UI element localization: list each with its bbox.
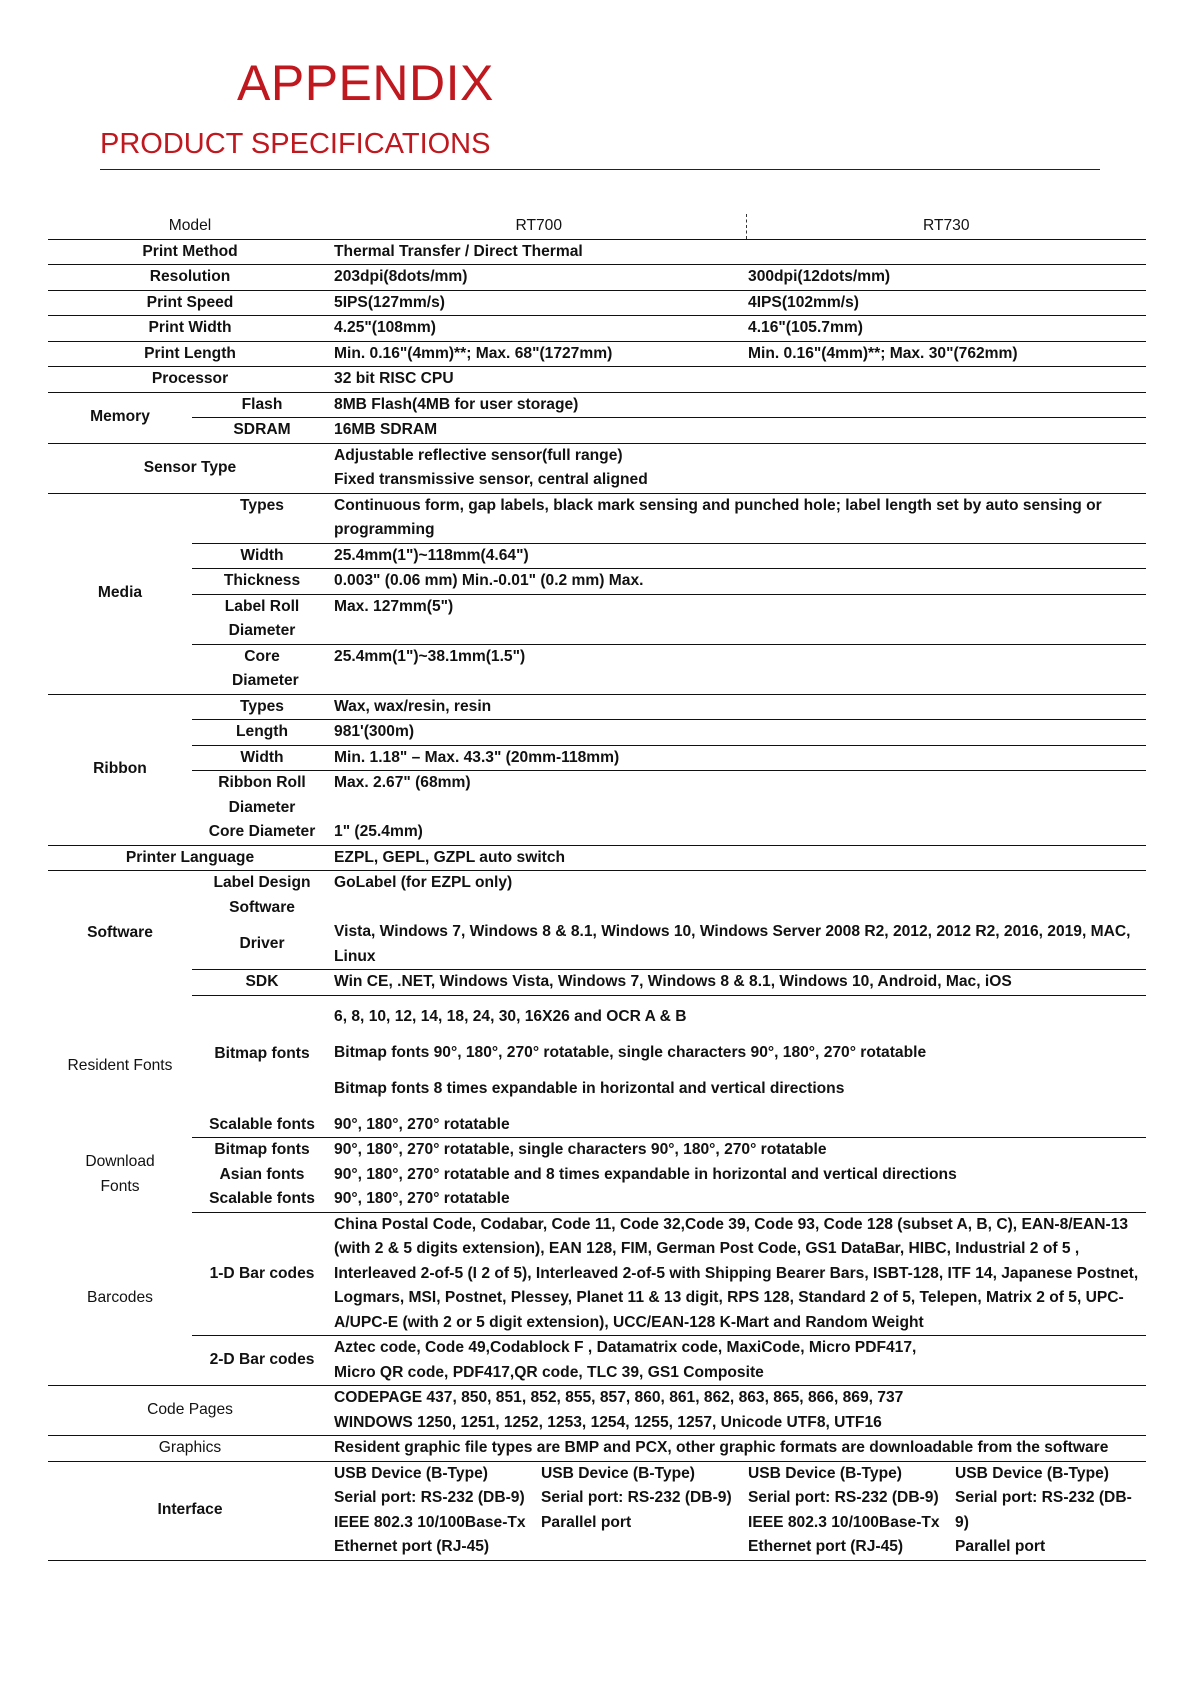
spec-value: China Postal Code, Codabar, Code 11, Code 32,Code 39, Code 93, Code 128 (subset A, B, C), EAN-8/EAN-13 (with 2 & 5 digits extension), EAN 128, FIM, German Post Code, GS1 DataBar, HIBC, Industrial 2 of 5 , Interleaved 2-of-5 (I 2 of 5), Interleaved 2-of-5 with Shipping Bearer Bars, ISBT-128, ITF 14, Japanese Postnet, Logmars, MSI, Postnet, Plessey, Planet 11 & 13 digit, RPS 128, Standard 2 of 5, Telepen, Matrix 2 of 5, UPC-A/UPC-E (with 2 or 5 digit extension), UCC/EAN-128 K-Mart and Random Weight — [332, 1212, 1146, 1336]
spec-row-print-width — [48, 316, 1146, 342]
spec-category-media: Media — [48, 493, 192, 694]
spec-sublabel: Bitmap fonts — [214, 1141, 310, 1158]
spec-value-rt700: Min. 0.16"(4mm)**; Max. 68"(1727mm) — [332, 341, 746, 367]
spec-value-rt700: 5IPS(127mm/s) — [332, 290, 746, 316]
spec-category-ribbon: Ribbon — [48, 694, 192, 845]
spec-sublabel: SDK — [192, 970, 332, 996]
spec-sublabel: Scalable fonts — [192, 1113, 332, 1138]
spec-row-graphics — [48, 1436, 1146, 1462]
spec-value-rt700: 4.25"(108mm) — [332, 316, 746, 342]
spec-label: Print Width — [48, 316, 332, 342]
spec-value-line: Parallel port — [541, 1513, 632, 1531]
interface-col-2 — [539, 1461, 746, 1560]
spec-sublabel: Core Diameter — [192, 644, 332, 694]
spec-value: GoLabel (for EZPL only) — [334, 874, 513, 891]
spec-value-line: USB Device (B-Type) — [748, 1464, 902, 1482]
spec-label: Printer Language — [48, 845, 332, 871]
spec-row-ribbon-types — [48, 694, 1146, 720]
spec-row-interface — [48, 1461, 1146, 1560]
spec-category-barcodes: Barcodes — [48, 1212, 192, 1386]
spec-row-software-driver — [48, 920, 1146, 970]
spec-row-media-label-roll — [48, 594, 1146, 644]
spec-sublabel: Bitmap fonts — [214, 1044, 310, 1062]
spec-value-line: Bitmap fonts 8 times expandable in horizontal and vertical directions — [334, 1079, 845, 1097]
spec-row-ribbon-length — [48, 720, 1146, 746]
spec-value-line: USB Device (B-Type) — [955, 1464, 1109, 1482]
spec-value: 25.4mm(1")~118mm(4.64") — [332, 543, 1146, 569]
spec-value-line: WINDOWS 1250, 1251, 1252, 1253, 1254, 1255, 1257, Unicode UTF8, UTF16 — [334, 1413, 882, 1431]
spec-value: Min. 1.18" – Max. 43.3" (20mm-118mm) — [332, 745, 1146, 771]
spec-sublabel: Flash — [192, 392, 332, 418]
spec-row-software-label-design — [48, 871, 1146, 921]
spec-row-sensor-type — [48, 443, 1146, 493]
spec-row-ribbon-core — [48, 820, 1146, 845]
spec-value-rt730: Min. 0.16"(4mm)**; Max. 30"(762mm) — [746, 341, 1146, 367]
spec-row-media-thickness — [48, 569, 1146, 595]
spec-value: 90°, 180°, 270° rotatable, single characters 90°, 180°, 270° rotatable — [334, 1141, 827, 1158]
spec-sublabel: Width — [192, 543, 332, 569]
spec-sublabel: Scalable fonts — [192, 1187, 332, 1212]
spec-value-line: IEEE 802.3 10/100Base-Tx Ethernet port (RJ-45) — [748, 1513, 940, 1555]
spec-value-rt730: 300dpi(12dots/mm) — [746, 265, 1146, 291]
spec-row-download-scalable — [48, 1187, 1146, 1212]
spec-value: 8MB Flash(4MB for user storage) — [332, 392, 1146, 418]
spec-value-line: USB Device (B-Type) — [541, 1464, 695, 1482]
spec-row-processor — [48, 367, 1146, 393]
spec-table — [48, 214, 1146, 1561]
spec-category-download-fonts: Download Fonts — [85, 1153, 155, 1195]
spec-sublabel: Types — [192, 493, 332, 543]
spec-value: 25.4mm(1")~38.1mm(1.5") — [332, 644, 1146, 694]
spec-value-line: IEEE 802.3 10/100Base-Tx Ethernet port (RJ-45) — [334, 1513, 526, 1555]
spec-value: 16MB SDRAM — [332, 418, 1146, 444]
spec-row-memory-flash — [48, 392, 1146, 418]
spec-label: Resolution — [48, 265, 332, 291]
spec-value-line: Fixed transmissive sensor, central aligned — [334, 471, 648, 488]
spec-value-line: 6, 8, 10, 12, 14, 18, 24, 30, 16X26 and OCR A & B — [334, 1007, 687, 1025]
spec-category-resident-fonts: Resident Fonts — [67, 1057, 173, 1074]
interface-col-3 — [746, 1461, 953, 1560]
spec-value: Continuous form, gap labels, black mark sensing and punched hole; label length set by auto sensing or programming — [332, 493, 1146, 543]
spec-sublabel: Length — [192, 720, 332, 746]
spec-row-ribbon-width — [48, 745, 1146, 771]
interface-col-1 — [332, 1461, 539, 1560]
spec-value — [332, 995, 1146, 1113]
spec-value-line: USB Device (B-Type) — [334, 1464, 488, 1482]
spec-value: Aztec code, Code 49,Codablock F , Datamatrix code, MaxiCode, Micro PDF417, Micro QR code, PDF417,QR code, TLC 39, GS1 Composite — [332, 1336, 1146, 1386]
spec-category-memory: Memory — [48, 392, 192, 443]
spec-value: 1" (25.4mm) — [332, 820, 1146, 845]
spec-value: Resident graphic file types are BMP and PCX, other graphic formats are downloadable from the software — [332, 1436, 1146, 1462]
title-divider — [100, 169, 1100, 170]
spec-label: Code Pages — [48, 1386, 332, 1436]
spec-value: 981'(300m) — [332, 720, 1146, 746]
spec-sublabel: 2-D Bar codes — [192, 1336, 332, 1386]
spec-value: Max. 2.67" (68mm) — [334, 774, 471, 791]
spec-value-line: Serial port: RS-232 (DB-9) — [334, 1489, 525, 1506]
section-subtitle: PRODUCT SPECIFICATIONS — [100, 128, 491, 160]
spec-value: Thermal Transfer / Direct Thermal — [332, 239, 1146, 265]
spec-sublabel: Core Diameter — [192, 820, 332, 845]
spec-row-download-bitmap — [48, 1138, 1146, 1163]
spec-value-line: Serial port: RS-232 (DB-9) — [541, 1489, 732, 1506]
spec-value-rt700: 203dpi(8dots/mm) — [332, 265, 746, 291]
spec-value: 90°, 180°, 270° rotatable and 8 times expandable in horizontal and vertical directions — [334, 1165, 957, 1183]
interface-col-4 — [953, 1461, 1146, 1560]
spec-row-barcodes-1d — [48, 1212, 1146, 1336]
spec-value-line: Bitmap fonts 90°, 180°, 270° rotatable, single characters 90°, 180°, 270° rotatable — [334, 1043, 927, 1061]
appendix-title: APPENDIX — [237, 55, 494, 111]
spec-label: Print Length — [48, 341, 332, 367]
spec-value: 0.003" (0.06 mm) Min.-0.01" (0.2 mm) Max. — [332, 569, 1146, 595]
spec-row-media-width — [48, 543, 1146, 569]
table-header-row — [48, 214, 1146, 239]
spec-row-media-core — [48, 644, 1146, 694]
model-rt730-header: RT730 — [746, 214, 1146, 239]
spec-row-print-speed — [48, 290, 1146, 316]
spec-value: Wax, wax/resin, resin — [332, 694, 1146, 720]
spec-value: Vista, Windows 7, Windows 8 & 8.1, Windows 10, Windows Server 2008 R2, 2012, 2012 R2, 2016, 2019, MAC, Linux — [332, 920, 1146, 970]
spec-sublabel: 1-D Bar codes — [192, 1212, 332, 1336]
spec-label: Graphics — [48, 1436, 332, 1462]
spec-row-printer-language — [48, 845, 1146, 871]
spec-row-media-types — [48, 493, 1146, 543]
spec-value — [332, 1386, 1146, 1436]
spec-value-line: Serial port: RS-232 (DB-9) — [748, 1489, 939, 1506]
spec-label: Print Speed — [48, 290, 332, 316]
spec-row-download-asian — [48, 1163, 1146, 1188]
spec-value-line: Parallel port — [955, 1538, 1046, 1555]
spec-value: Win CE, .NET, Windows Vista, Windows 7, Windows 8 & 8.1, Windows 10, Android, Mac, iOS — [332, 970, 1146, 996]
spec-label: Print Method — [48, 239, 332, 265]
spec-row-resident-bitmap — [48, 995, 1146, 1113]
spec-sublabel: Label Roll Diameter — [192, 594, 332, 644]
spec-label: Interface — [48, 1461, 332, 1560]
spec-row-resident-scalable — [48, 1113, 1146, 1138]
spec-row-code-pages — [48, 1386, 1146, 1436]
spec-row-barcodes-2d — [48, 1336, 1146, 1386]
spec-sublabel: Types — [192, 694, 332, 720]
spec-row-print-method — [48, 239, 1146, 265]
spec-value: EZPL, GEPL, GZPL auto switch — [332, 845, 1146, 871]
spec-sublabel: Width — [192, 745, 332, 771]
spec-row-print-length — [48, 341, 1146, 367]
spec-value-rt730: 4IPS(102mm/s) — [746, 290, 1146, 316]
spec-value-line: CODEPAGE 437, 850, 851, 852, 855, 857, 860, 861, 862, 863, 865, 866, 869, 737 — [334, 1389, 904, 1406]
spec-sublabel: Label Design Software — [213, 874, 311, 916]
spec-row-ribbon-roll — [48, 771, 1146, 821]
spec-sublabel: Ribbon Roll Diameter — [218, 774, 306, 816]
spec-value: 90°, 180°, 270° rotatable — [332, 1113, 1146, 1138]
spec-sublabel: Asian fonts — [219, 1165, 305, 1183]
spec-value: Max. 127mm(5") — [332, 594, 1146, 644]
spec-row-software-sdk — [48, 970, 1146, 996]
spec-row-memory-sdram — [48, 418, 1146, 444]
spec-value — [332, 443, 1146, 493]
spec-sublabel: SDRAM — [192, 418, 332, 444]
spec-sublabel: Thickness — [192, 569, 332, 595]
spec-value-line: Adjustable reflective sensor(full range) — [334, 446, 623, 464]
spec-value-rt730: 4.16"(105.7mm) — [746, 316, 1146, 342]
spec-label: Sensor Type — [48, 443, 332, 493]
spec-row-resolution — [48, 265, 1146, 291]
spec-value-line: Serial port: RS-232 (DB-9) — [955, 1489, 1132, 1531]
spec-sublabel: Driver — [192, 920, 332, 970]
spec-value: 32 bit RISC CPU — [332, 367, 1146, 393]
spec-value: 90°, 180°, 270° rotatable — [332, 1187, 1146, 1212]
model-header: Model — [48, 214, 332, 239]
spec-category-software: Software — [87, 923, 153, 941]
model-rt700-header: RT700 — [332, 214, 746, 239]
spec-label: Processor — [48, 367, 332, 393]
